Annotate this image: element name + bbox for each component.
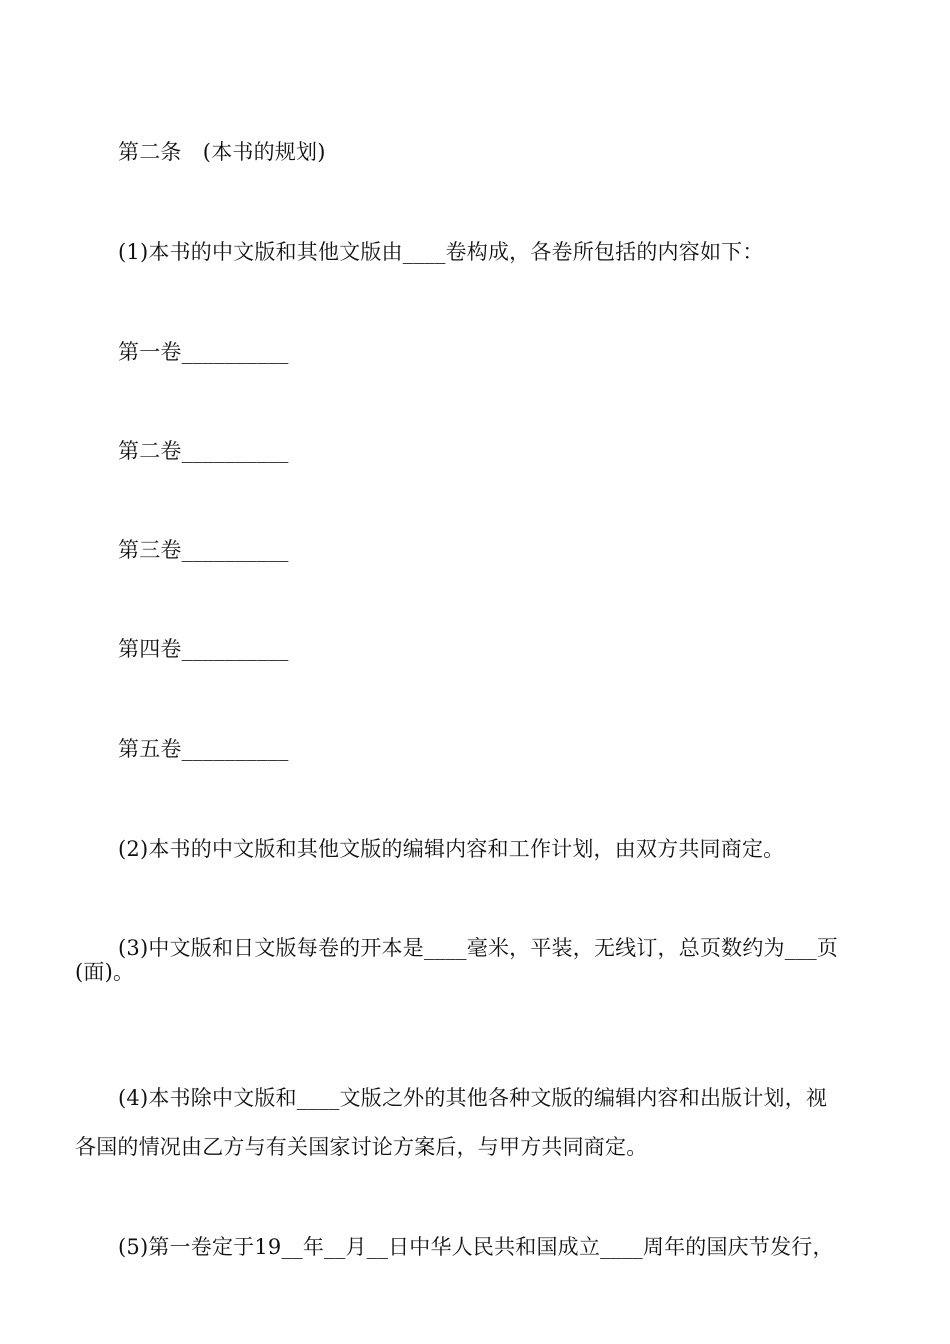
- paragraph-3-line-1: (3)中文版和日文版每卷的开本是____毫米，平装，无线订，总页数约为___页: [118, 936, 839, 960]
- paragraph-2: (2)本书的中文版和其他文版的编辑内容和工作计划，由双方共同商定。: [118, 837, 785, 861]
- volume-1-line: 第一卷__________: [118, 340, 289, 364]
- volume-5-line: 第五卷__________: [118, 737, 289, 761]
- paragraph-4-line-1: (4)本书除中文版和____文版之外的其他各种文版的编辑内容和出版计划，视: [118, 1086, 828, 1110]
- paragraph-3-line-2: (面)。: [75, 960, 135, 984]
- paragraph-5-line-1: (5)第一卷定于19__年__月__日中华人民共和国成立____周年的国庆节发行，: [118, 1235, 834, 1259]
- volume-2-line: 第二卷__________: [118, 439, 289, 463]
- volume-3-line: 第三卷__________: [118, 538, 289, 562]
- article-heading: 第二条 (本书的规划): [118, 140, 326, 164]
- paragraph-1: (1)本书的中文版和其他文版由____卷构成，各卷所包括的内容如下：: [118, 240, 764, 264]
- volume-4-line: 第四卷__________: [118, 637, 289, 661]
- paragraph-4-line-2: 各国的情况由乙方与有关国家讨论方案后，与甲方共同商定。: [75, 1135, 648, 1159]
